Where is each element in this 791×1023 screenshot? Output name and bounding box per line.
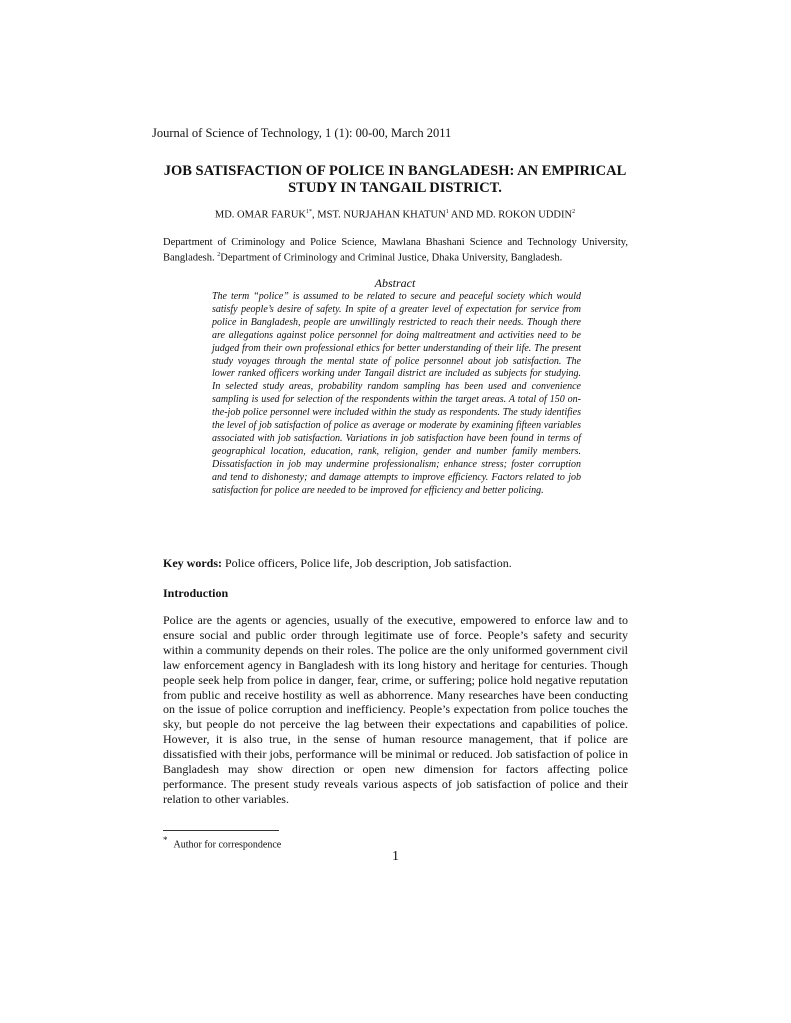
- author-affiliation-mark: 1*: [306, 209, 313, 215]
- keywords-text: Police officers, Police life, Job description, Job satisfaction.: [222, 556, 512, 570]
- footnote-mark: *: [163, 835, 168, 845]
- author-separator: AND: [448, 209, 477, 221]
- author-affiliation-mark: 1: [445, 209, 449, 215]
- author-list: [150, 209, 640, 221]
- paper-title: JOB SATISFACTION OF POLICE IN BANGLADESH: AN EMPIRICAL STUDY IN TANGAIL DISTRICT.: [163, 163, 627, 196]
- keywords-label: Key words:: [163, 556, 222, 570]
- author-affiliation-mark: 2: [572, 209, 576, 215]
- abstract-heading: Abstract: [374, 276, 416, 290]
- introduction-heading: Introduction: [163, 586, 229, 600]
- author-separator: ,: [312, 209, 318, 221]
- affiliation-2: Department of Criminology and Criminal Justice, Dhaka University, Bangladesh.: [220, 252, 563, 264]
- page-number: 1: [392, 849, 399, 864]
- abstract-text: The term “police” is assumed to be related to secure and peaceful society which would satisfy people’s desire of safety. In spite of a greater level of expectation for service from police in Bangladesh, people are unwillingly restricted to reach their needs. Though there are allegations against police personnel for doing maltreatment and activities need to be judged from their own professional ethics for better understanding of their life. The present study voyages through the mental state of police personnel about job satisfaction. The lower ranked officers working under Tangail district are included as subjects for studying. In selected study areas, probability random sampling has been used and convenience sampling is used for selection of the respondents within the target areas. A total of 150 on-the-job police personnel were included within the study as respondents. The study identifies the level of job satisfaction of police as average or moderate by examining fifteen variables associated with job satisfaction. Variations in job satisfaction have been found in terms of geographical location, education, rank, religion, gender and number family members. Dissatisfaction in job may undermine professionalism; enhance stress; foster corruption and tend to dishonesty; and damage attempts to improve efficiency. Factors related to job satisfaction for police are needed to be improved for efficiency and better policing.: [212, 291, 581, 496]
- author-name: MST. NURJAHAN KHATUN: [317, 209, 446, 221]
- keywords: [163, 556, 512, 571]
- author-name: MD. ROKON UDDIN: [476, 209, 573, 221]
- affiliations: [163, 236, 628, 265]
- journal-header: Journal of Science of Technology, 1 (1): 00-00, March 2011: [152, 126, 452, 140]
- affiliation-mark: 2: [217, 252, 221, 259]
- footnote-text: Author for correspondence: [173, 839, 282, 851]
- author-name: MD. OMAR FARUK: [214, 209, 307, 221]
- footnote-rule: [163, 830, 279, 831]
- introduction-text: Police are the agents or agencies, usually of the executive, empowered to enforce law and to ensure social and public order through legitimate use of force. People’s safety and security within a community depends on their roles. The police are the only uniformed government civil law enforcement agency in Bangladesh with its long history and heritage for centuries. Though people seek help from police in danger, fear, crime, or suffering; police hold negative reputation from public and receive hostility as well as abhorrence. Many researches have been conducting on the issue of police corruption and inefficiency. People’s expectation from police touches the sky, but people do not perceive the lag between their expectations and capabilities of police. However, it is also true, in the sense of human resource management, that if police are dissatisfied with their jobs, performance will be minimal or reduced. Job satisfaction of police in Bangladesh may show direction or open new dimension for factors affecting police performance. The present study reveals various aspects of job satisfaction of police and their relation to other variables.: [163, 613, 628, 806]
- affiliation-1: Department of Criminology and Police Science, Mawlana Bhashani Science and Technology University, Bangladesh.: [163, 237, 628, 264]
